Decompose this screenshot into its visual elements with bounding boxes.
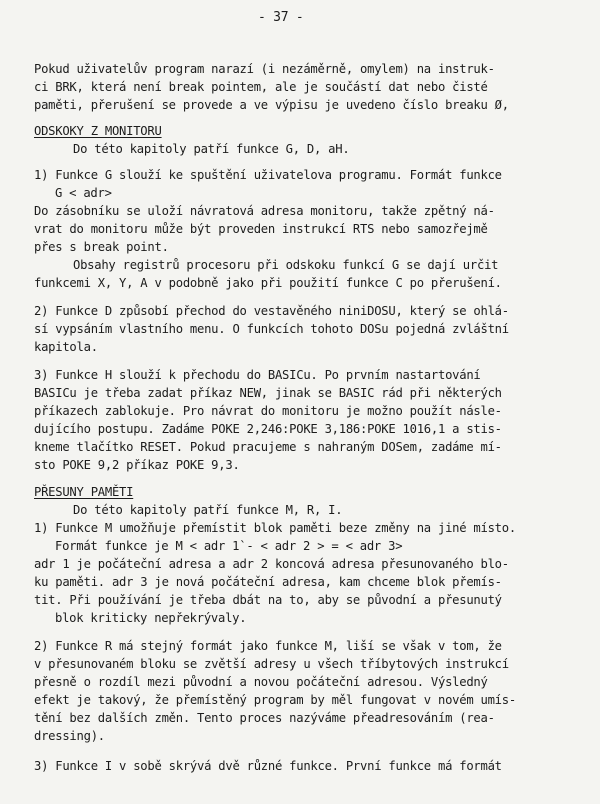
text-line: funkcemi X, Y, A v podobně jako při použití funkce C po přerušení. [34, 276, 502, 290]
text-line: 2) Funkce D způsobí přechod do vestavěného niniDOSU, který se ohlá- [34, 304, 509, 318]
text-line: Pokud uživatelův program narazí (i nezáměrně, omylem) na instruk- [34, 62, 495, 76]
text-line: Do této kapitoly patří funkce M, R, I. [73, 503, 343, 517]
section-heading-odskoky: ODSKOKY Z MONITORU [34, 124, 162, 138]
text-line: v přesunovaném bloku se zvětší adresy u všech tříbytových instrukcí [34, 657, 509, 671]
text-line: dressing). [34, 729, 105, 743]
text-line: příkazech zablokuje. Pro návrat do monitoru je možno použít násle- [34, 404, 502, 418]
text-line: blok kriticky nepřekrývaly. [55, 611, 247, 625]
text-line: sí vypsáním vlastního menu. O funkcích tohoto DOSu pojedná zvláštní [34, 322, 509, 336]
text-line: Do zásobníku se uloží návratová adresa monitoru, takže zpětný ná- [34, 204, 495, 218]
text-line: ku paměti. adr 3 je nová počáteční adresa, kam chceme blok přemís- [34, 575, 502, 589]
text-line: ci BRK, která není break pointem, ale je součástí dat nebo čisté [34, 80, 488, 94]
text-line: Formát funkce je M < adr 1`- < adr 2 > = < adr 3> [55, 539, 403, 553]
text-line: 2) Funkce R má stejný formát jako funkce M, liší se však v tom, že [34, 639, 502, 653]
text-line: G < adr> [55, 186, 112, 200]
text-line: kapitola. [34, 340, 98, 354]
text-line: efekt je takový, že přemístěný program by měl fungovat v novém umís- [34, 693, 516, 707]
text-line: přes s break point. [34, 240, 169, 254]
page-number: - 37 - [258, 10, 304, 25]
text-line: tění bez dalších změn. Tento proces nazýváme přeadresováním (rea- [34, 711, 495, 725]
text-line: tit. Při používání je třeba dbát na to, aby se původní a přesunutý [34, 593, 502, 607]
text-line: sto POKE 9,2 příkaz POKE 9,3. [34, 458, 240, 472]
text-line: paměti, přerušení se provede a ve výpisu je uvedeno číslo breaku Ø, [34, 98, 509, 112]
text-line: kneme tlačítko RESET. Pokud pracujeme s nahraným DOSem, zadáme mí- [34, 440, 502, 454]
text-line: adr 1 je počáteční adresa a adr 2 koncová adresa přesunovaného blo- [34, 557, 509, 571]
text-line: Do této kapitoly patří funkce G, D, aH. [73, 142, 350, 156]
text-line: dujícího postupu. Zadáme POKE 2,246:POKE 3,186:POKE 1016,1 a stis- [34, 422, 502, 436]
text-line: přesně o rozdíl mezi původní a novou počáteční adresou. Výsledný [34, 675, 488, 689]
section-heading-presuny: PŘESUNY PAMĚTI [34, 485, 134, 499]
text-line: 1) Funkce G slouží ke spuštění uživatelova programu. Formát funkce [34, 168, 502, 182]
text-line: vrat do monitoru může být proveden instrukcí RTS nebo samozřejmě [34, 222, 488, 236]
text-line: 1) Funkce M umožňuje přemístit blok paměti beze změny na jiné místo. [34, 521, 516, 535]
text-line: Obsahy registrů procesoru při odskoku funkcí G se dají určit [73, 258, 499, 272]
text-line: BASICu je třeba zadat příkaz NEW, jinak se BASIC rád při některých [34, 386, 502, 400]
text-line: 3) Funkce I v sobě skrývá dvě různé funkce. První funkce má formát [34, 759, 502, 773]
text-line: 3) Funkce H slouží k přechodu do BASICu. Po prvním nastartování [34, 368, 481, 382]
